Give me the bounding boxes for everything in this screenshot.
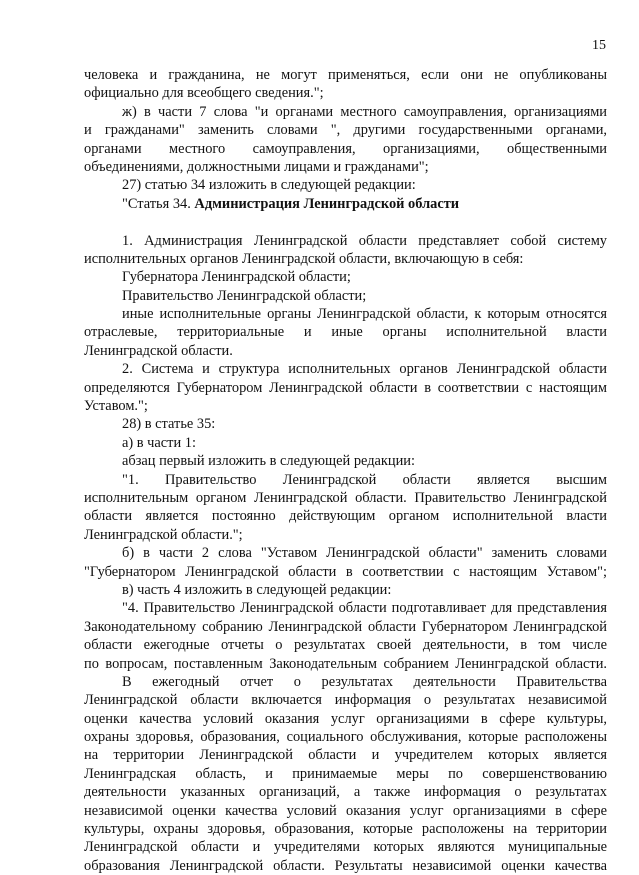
line-text: В ежегодный отчет о результатах деятельности Правительства	[122, 673, 607, 690]
text-line	[84, 471, 607, 489]
text-line	[84, 176, 607, 194]
line-text: человека и гражданина, не могут применяться, если они не опубликованы	[84, 67, 607, 83]
line-text: исполнительным органом Ленинградской области. Правительство Ленинградской	[84, 489, 607, 506]
line-text: в) часть 4 изложить в следующей редакции:	[122, 581, 392, 598]
text-line	[84, 783, 607, 801]
text-line	[84, 691, 607, 709]
blank-line	[84, 213, 607, 231]
line-text: ж) в части 7 слова "и органами местного самоуправления, организациями	[122, 103, 607, 120]
text-line	[84, 526, 607, 544]
text-line	[84, 379, 607, 397]
line-text: по вопросам, поставленным Законодательным собранием Ленинградской области.	[84, 655, 607, 672]
line-text: 2. Система и структура исполнительных органов Ленинградской области	[122, 361, 607, 378]
text-line	[84, 121, 607, 139]
text-line	[84, 710, 607, 728]
line-text: образования Ленинградской области. Результаты независимой оценки качества	[84, 857, 607, 874]
line-text: "4. Правительство Ленинградской области подготавливает для представления	[122, 600, 607, 617]
text-line	[84, 765, 607, 783]
line-text: области ежегодные отчеты о результатах своей деятельности, в том числе	[84, 637, 607, 654]
document-body	[84, 66, 607, 875]
line-text: органами местного самоуправления, организациями, общественными	[84, 140, 607, 157]
line-text: 1. Администрация Ленинградской области представляет собой систему	[122, 232, 607, 249]
line-text: "Губернатором Ленинградской области в соответствии с настоящим Уставом";	[84, 563, 607, 580]
text-line	[84, 103, 607, 121]
text-line	[84, 268, 607, 286]
line-text: "Статья 34.	[122, 195, 195, 212]
text-line	[84, 323, 607, 341]
text-line	[84, 857, 607, 875]
text-line	[84, 802, 607, 820]
text-line	[84, 305, 607, 323]
line-text: абзац первый изложить в следующей редакции:	[122, 453, 416, 470]
text-line	[84, 838, 607, 856]
line-text: б) в части 2 слова "Уставом Ленинградской области" заменить словами	[122, 545, 607, 562]
text-line	[84, 158, 607, 176]
line-text: на территории Ленинградской области и учредителем которых является	[84, 747, 607, 764]
line-text: и гражданами" заменить словами ", другими государственными органами,	[84, 122, 607, 139]
line-text: определяются Губернатором Ленинградской области в соответствии с настоящим	[84, 379, 607, 396]
text-line	[84, 636, 607, 654]
text-line	[84, 746, 607, 764]
text-line	[84, 563, 607, 581]
line-text: оценки качества условий оказания услуг организациями в сфере культуры,	[84, 710, 607, 727]
line-text: Уставом.";	[84, 398, 148, 415]
line-text: Губернатора Ленинградской области;	[122, 269, 351, 286]
line-text: Ленинградская область, и принимаемые меры по совершенствованию	[84, 765, 607, 782]
line-text: Ленинградской области.";	[84, 526, 243, 543]
text-line	[84, 599, 607, 617]
text-line	[84, 544, 607, 562]
line-text: Законодательному собранию Ленинградской области Губернатором Ленинградской	[84, 618, 607, 635]
page-number: 15	[592, 38, 606, 53]
text-line	[84, 434, 607, 452]
line-text: а) в части 1:	[122, 434, 196, 451]
text-line	[84, 250, 607, 268]
line-text: 27) статью 34 изложить в следующей редакции:	[122, 177, 416, 194]
text-line	[84, 581, 607, 599]
line-text: исполнительных органов Ленинградской области, включающую в себя:	[84, 250, 524, 267]
line-text: Ленинградской области.	[84, 342, 233, 359]
line-text: отраслевые, территориальные и иные органы исполнительной власти	[84, 324, 607, 341]
text-line	[84, 415, 607, 433]
text-line	[84, 342, 607, 360]
line-text: Ленинградской области и учредителями которых являются муниципальные	[84, 839, 607, 856]
text-line	[84, 195, 607, 213]
text-line	[84, 360, 607, 378]
line-text: "1. Правительство Ленинградской области является высшим	[122, 471, 607, 488]
text-line	[84, 489, 607, 507]
text-line	[84, 232, 607, 250]
line-text: области является постоянно действующим органом исполнительной власти	[84, 508, 607, 525]
line-text: охраны здоровья, образования, социального обслуживания, которые расположены	[84, 729, 607, 746]
text-line	[84, 820, 607, 838]
line-text: культуры, охраны здоровья, образования, которые расположены на территории	[84, 821, 607, 838]
text-line	[84, 66, 607, 84]
line-text: иные исполнительные органы Ленинградской области, к которым относятся	[122, 306, 607, 323]
text-line	[84, 618, 607, 636]
text-line	[84, 84, 607, 102]
text-line	[84, 655, 607, 673]
line-text: независимой оценки качества условий оказания услуг организациями в сфере	[84, 802, 607, 819]
line-text: официально для всеобщего сведения.";	[84, 85, 324, 102]
text-line	[84, 507, 607, 525]
text-line	[84, 287, 607, 305]
line-text: деятельности указанных организаций, а также информация о результатах	[84, 784, 607, 801]
article-heading-bold: Администрация Ленинградской области	[194, 195, 460, 212]
text-line	[84, 452, 607, 470]
line-text: Правительство Ленинградской области;	[122, 287, 367, 304]
line-text: 28) в статье 35:	[122, 416, 216, 433]
text-line	[84, 140, 607, 158]
line-text: объединениями, должностными лицами и гражданами";	[84, 158, 429, 175]
text-line	[84, 673, 607, 691]
text-line	[84, 728, 607, 746]
line-text: Ленинградской области включается информация о результатах независимой	[84, 692, 607, 709]
text-line	[84, 397, 607, 415]
